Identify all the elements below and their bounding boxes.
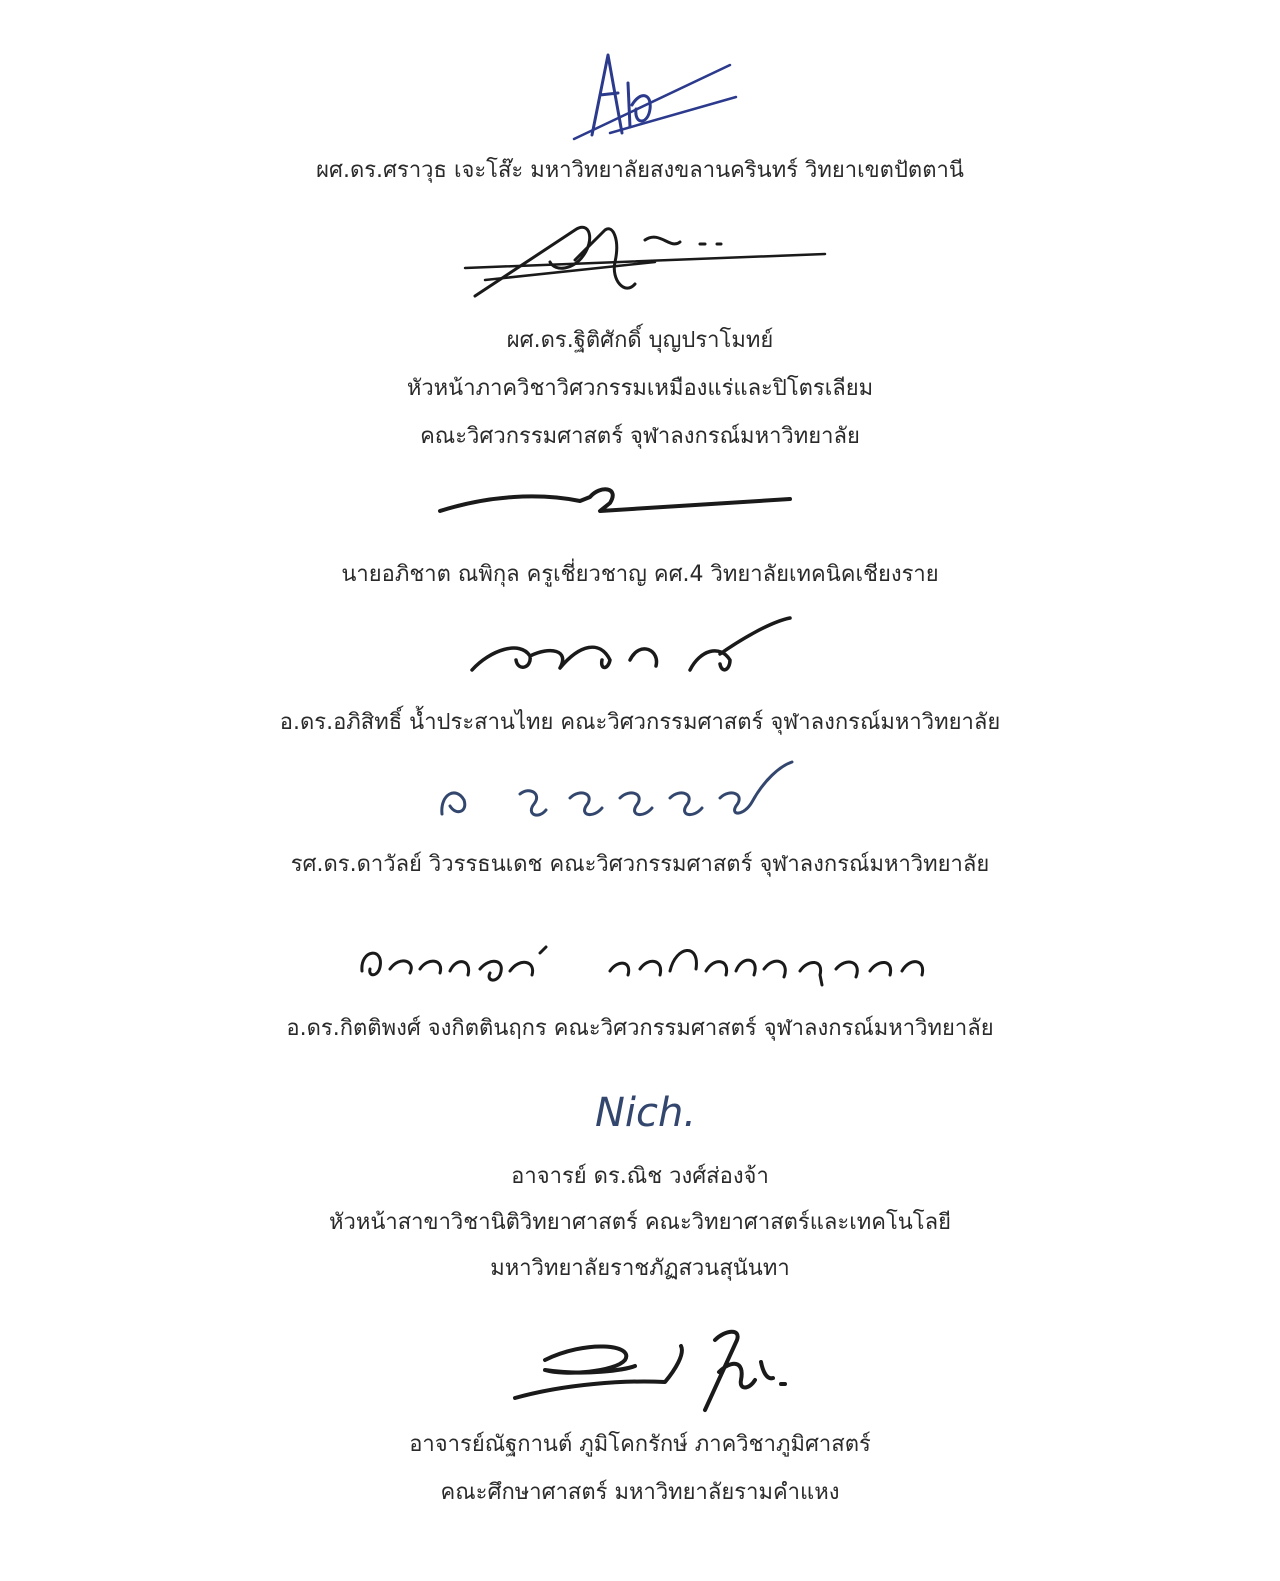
signature-3-stroke xyxy=(440,489,790,511)
signatory-8-line-2: คณะศึกษาศาสตร์ มหาวิทยาลัยรามคำแหง xyxy=(440,1480,840,1505)
signature-5 xyxy=(430,750,810,830)
signatory-2-line-3: คณะวิศวกรรมศาสตร์ จุฬาลงกรณ์มหาวิทยาลัย xyxy=(420,424,860,449)
signatory-7-line-2: หัวหน้าสาขาวิชานิติวิทยาศาสตร์ คณะวิทยาศาสตร์และเทคโนโลยี xyxy=(329,1210,951,1235)
signature-7 xyxy=(585,1080,725,1140)
signature-8 xyxy=(505,1310,805,1420)
signature-6 xyxy=(350,925,950,995)
signatory-3-line-1: นายอภิชาต ณพิกุล ครูเชี่ยวชาญ คศ.4 วิทยาลัยเทคนิคเชียงราย xyxy=(341,562,939,587)
signatory-6-line-1: อ.ดร.กิตติพงศ์ จงกิตตินฤกร คณะวิศวกรรมศาสตร์ จุฬาลงกรณ์มหาวิทยาลัย xyxy=(286,1016,994,1041)
signatory-7-line-1: อาจารย์ ดร.ณิช วงศ์ส่องจ้า xyxy=(511,1164,769,1189)
signature-4 xyxy=(460,610,810,700)
signature-6-stroke xyxy=(362,947,923,985)
signatory-4-line-1: อ.ดร.อภิสิทธิ์ น้ำประสานไทย คณะวิศวกรรมศาสตร์ จุฬาลงกรณ์มหาวิทยาลัย xyxy=(279,710,1001,735)
signatory-8-line-1: อาจารย์ณัฐกานต์ ภูมิโคกรักษ์ ภาควิชาภูมิศาสตร์ xyxy=(409,1432,871,1457)
signatory-5-line-1: รศ.ดร.ดาวัลย์ วิวรรธนเดช คณะวิศวกรรมศาสตร์ จุฬาลงกรณ์มหาวิทยาลัย xyxy=(290,852,990,877)
signatory-2-line-1: ผศ.ดร.ฐิติศักดิ์ บุญปราโมทย์ xyxy=(506,328,774,353)
signatory-2-line-2: หัวหน้าภาควิชาวิศวกรรมเหมืองแร่และปิโตรเลียม xyxy=(406,376,874,401)
signature-8-stroke xyxy=(515,1332,785,1410)
signature-3 xyxy=(430,475,810,525)
signature-1 xyxy=(570,35,750,145)
signature-2 xyxy=(455,200,835,310)
signature-7-handwriting: Nich. xyxy=(595,1090,697,1136)
signature-4-stroke xyxy=(472,618,790,670)
signature-2-crossline xyxy=(465,254,825,280)
signatory-1-line-1: ผศ.ดร.ศราวุธ เจะโส๊ะ มหาวิทยาลัยสงขลานครินทร์ วิทยาเขตปัตตานี xyxy=(316,158,964,183)
signatory-7-line-3: มหาวิทยาลัยราชภัฏสวนสุนันทา xyxy=(490,1256,790,1281)
signature-5-stroke xyxy=(442,762,792,815)
